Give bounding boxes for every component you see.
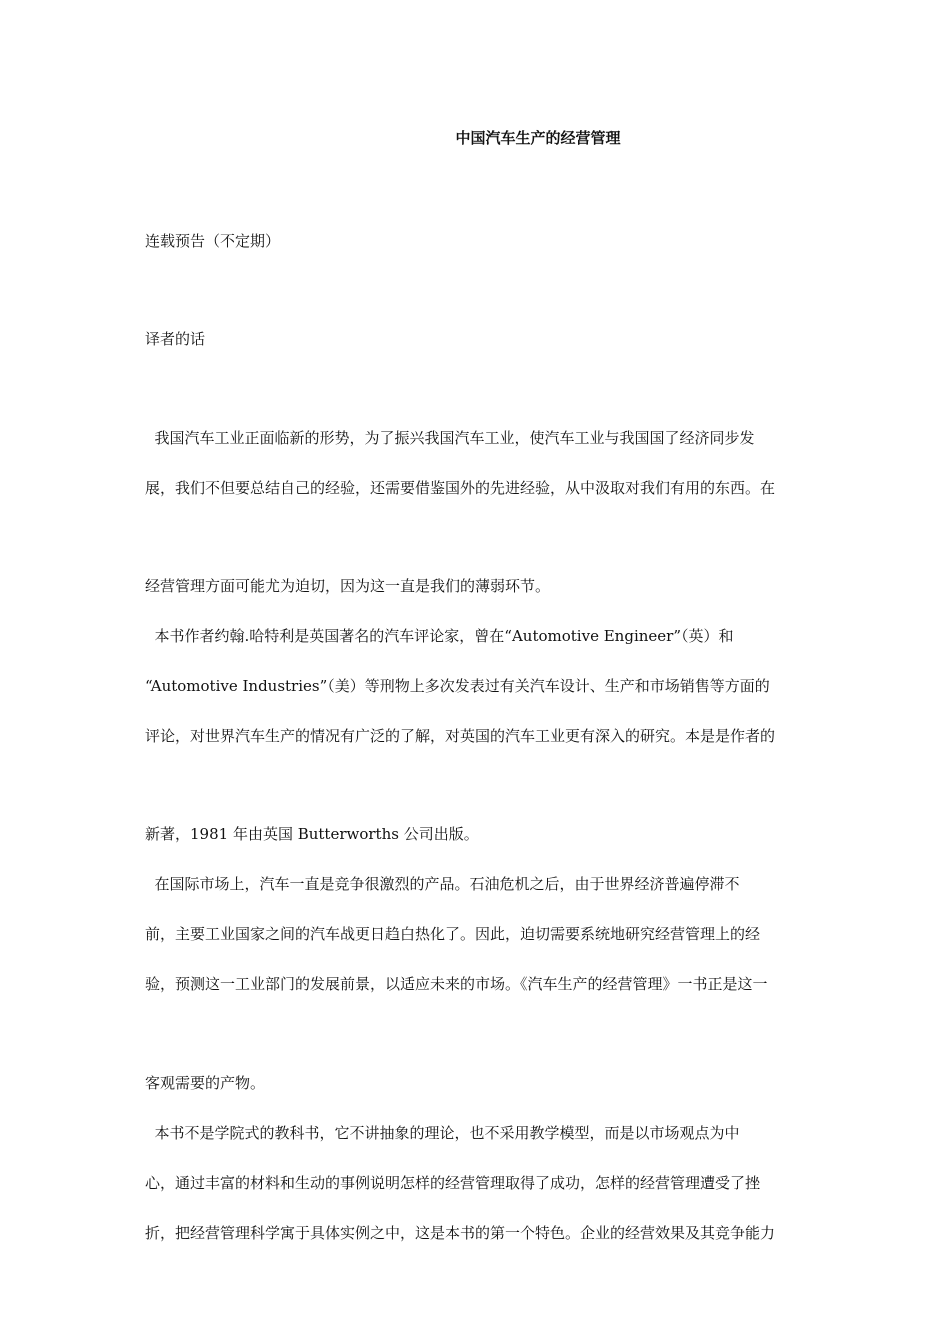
body-line: 在国际市场上，汽车一直是竞争很激烈的产品。石油危机之后，由于世界经济普遍停滞不 — [145, 875, 740, 893]
body-line: 新著，1981 年由英国 Butterworths 公司出版。 — [145, 825, 479, 843]
body-line: 心，通过丰富的材料和生动的事例说明怎样的经营管理取得了成功，怎样的经营管理遭受了挫 — [145, 1174, 761, 1192]
body-line: 验，预测这一工业部门的发展前景，以适应未来的市场。《汽车生产的经营管理》一书正是这一 — [145, 975, 768, 993]
section-heading: 译者的话 — [145, 330, 206, 348]
body-line: 我国汽车工业正面临新的形势，为了振兴我国汽车工业，使汽车工业与我国国了经济同步发 — [145, 429, 755, 447]
body-line: 折，把经营管理科学寓于具体实例之中，这是本书的第一个特色。企业的经营效果及其竞争能力 — [145, 1224, 776, 1242]
document-title: 中国汽车生产的经营管理 — [455, 129, 621, 147]
body-line: 前，主要工业国家之间的汽车战更日趋白热化了。因此，迫切需要系统地研究经营管理上的经 — [145, 925, 761, 943]
body-line: 展，我们不但要总结自己的经验，还需要借鉴国外的先进经验，从中汲取对我们有用的东西。在 — [145, 479, 776, 497]
body-line: 评论，对世界汽车生产的情况有广泛的了解，对英国的汽车工业更有深入的研究。本是是作者的 — [145, 727, 776, 745]
body-line: 本书作者约翰.哈特利是英国著名的汽车评论家，曾在“Automotive Engineer”（英）和 — [145, 627, 734, 645]
body-line: “Automotive Industries”（美）等刑物上多次发表过有关汽车设计、生产和市场销售等方面的 — [145, 677, 770, 695]
body-line: 经营管理方面可能尤为迫切，因为这一直是我们的薄弱环节。 — [145, 577, 551, 595]
body-line: 本书不是学院式的教科书，它不讲抽象的理论，也不采用教学模型，而是以市场观点为中 — [145, 1124, 740, 1142]
serial-notice: 连载预告（不定期） — [145, 232, 281, 250]
body-line: 客观需要的产物。 — [145, 1074, 266, 1092]
